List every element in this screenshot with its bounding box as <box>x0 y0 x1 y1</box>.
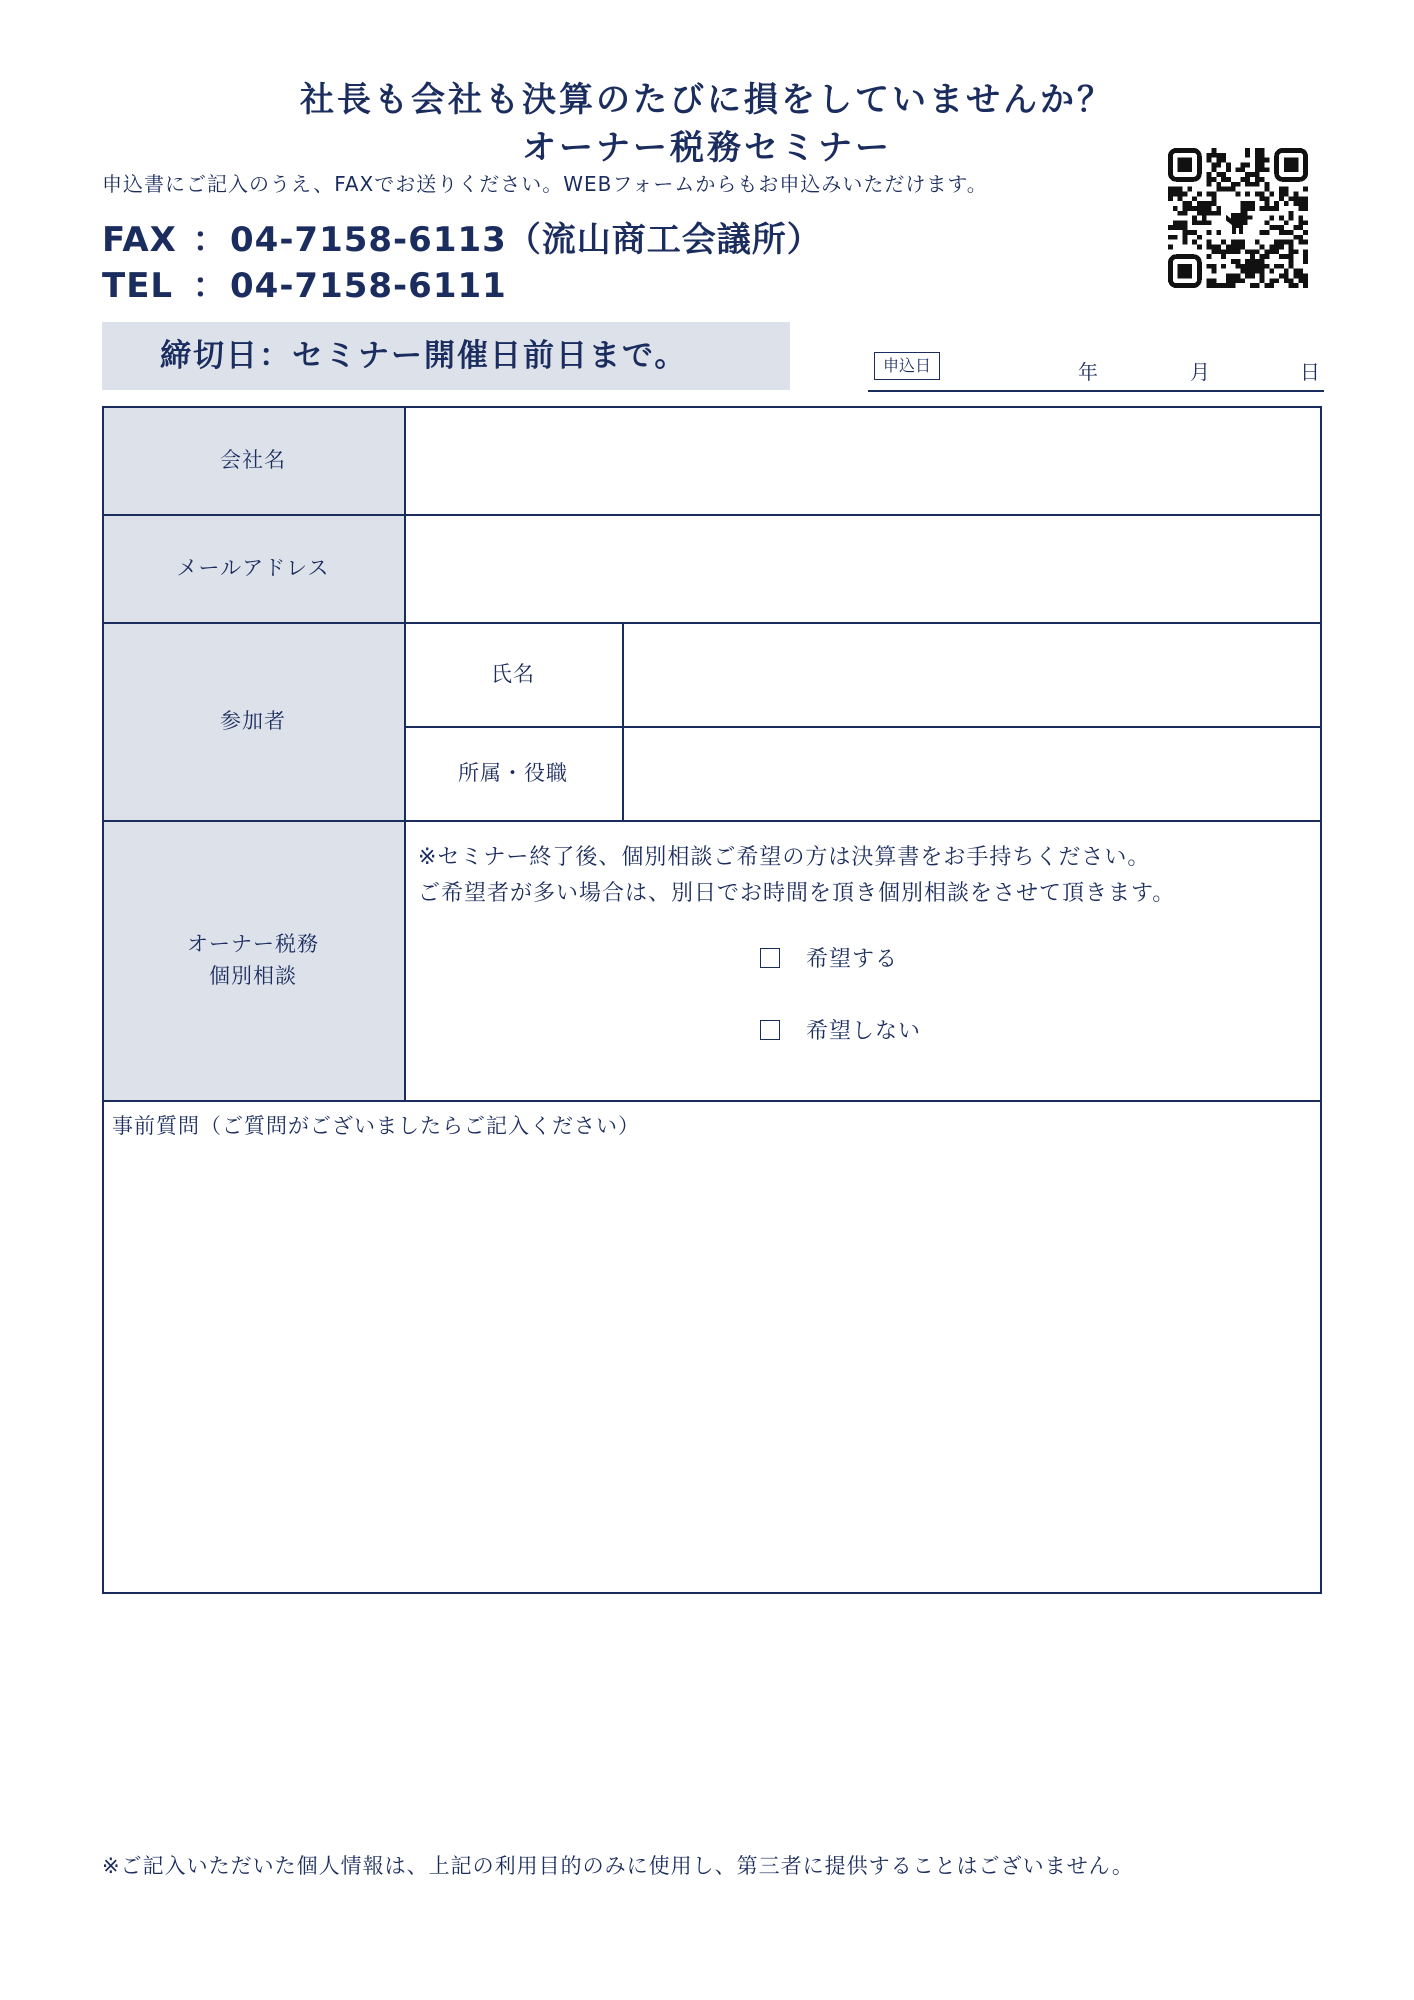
consult-no-option[interactable] <box>760 1014 921 1045</box>
participant-label: 参加者 <box>220 709 286 733</box>
deadline-banner: 締切日：セミナー開催日前日まで。 <box>102 322 790 390</box>
consultation-note-line2: ご希望者が多い場合は、別日でお時間を頂き個別相談をさせて頂きます。 <box>418 881 1176 906</box>
consultation-note-line1: ※セミナー終了後、個別相談ご希望の方は決算書をお手持ちください。 <box>418 845 1151 870</box>
questions-label: 事前質問（ご質問がございましたらご記入ください） <box>112 1114 640 1138</box>
date-year-unit: 年 <box>1078 360 1098 384</box>
date-month-unit: 月 <box>1190 360 1210 384</box>
company-label: 会社名 <box>220 448 286 472</box>
fax-label: FAX <box>102 220 177 260</box>
name-input[interactable] <box>624 626 1320 726</box>
name-label: 氏名 <box>491 662 535 686</box>
consult-yes-label: 希望する <box>806 947 899 972</box>
fax-colon: ： <box>192 220 228 260</box>
instruction-text: 申込書にご記入のうえ、FAXでお送りください。WEBフォームからもお申込みいただけます。 <box>102 172 988 196</box>
title-line-2: オーナー税務セミナー <box>522 128 892 168</box>
company-input[interactable] <box>406 408 1320 514</box>
fax-number: 04-7158-6113（流山商工会議所） <box>230 220 822 260</box>
title-line-1: 社長も会社も決算のたびに損をしていませんか？ <box>300 80 1114 120</box>
affiliation-input[interactable] <box>624 730 1320 820</box>
tel-colon: ： <box>192 266 228 306</box>
tel-label: TEL <box>102 266 174 306</box>
qr-code-icon[interactable] <box>1168 148 1308 288</box>
consult-no-label: 希望しない <box>806 1019 922 1044</box>
fax-line <box>102 212 822 261</box>
application-date-field[interactable] <box>868 350 1324 392</box>
consult-yes-option[interactable] <box>760 942 898 973</box>
consult-no-checkbox[interactable] <box>760 1020 780 1040</box>
affiliation-label: 所属・役職 <box>458 761 568 785</box>
application-date-badge: 申込日 <box>874 352 940 380</box>
tel-number: 04-7158-6111 <box>230 266 507 306</box>
email-label: メールアドレス <box>176 556 330 580</box>
tel-line <box>102 258 507 307</box>
questions-textarea[interactable] <box>104 1146 1320 1592</box>
row-divider <box>102 1100 1322 1102</box>
consultation-label-line2: 個別相談 <box>209 964 297 988</box>
privacy-notice: ※ご記入いただいた個人情報は、上記の利用目的のみに使用し、第三者に提供することはございません。 <box>102 1854 1134 1878</box>
date-day-unit: 日 <box>1300 360 1320 384</box>
table-border-right <box>1320 406 1322 1594</box>
application-form-table <box>102 406 1322 1594</box>
participant-sub-divider <box>622 622 624 822</box>
email-input[interactable] <box>406 518 1320 622</box>
consult-yes-checkbox[interactable] <box>760 948 780 968</box>
consultation-label-line1: オーナー税務 <box>187 932 319 956</box>
table-border-bottom <box>102 1592 1322 1594</box>
consultation-label <box>102 820 404 1100</box>
